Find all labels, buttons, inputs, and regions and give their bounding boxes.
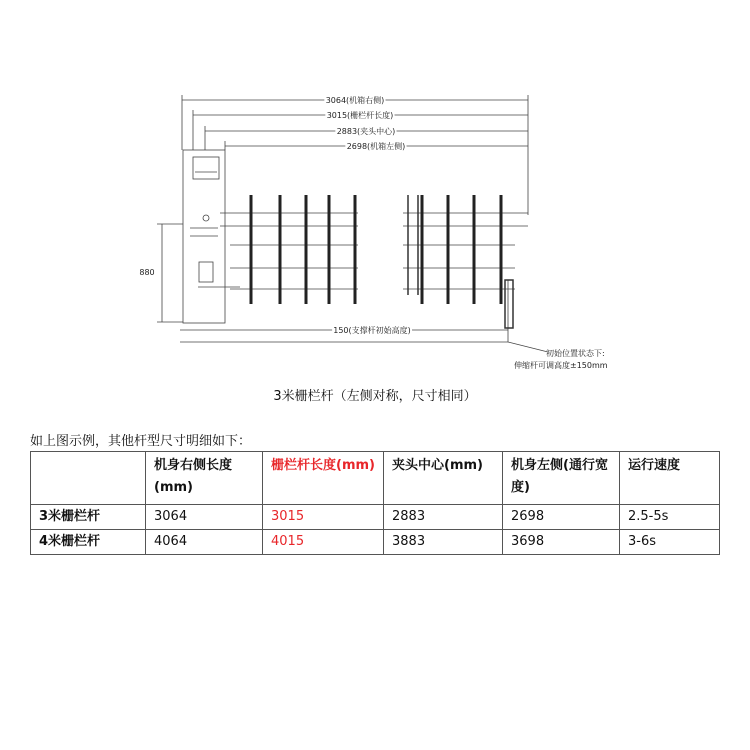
- note-line-2: 伸缩杆可调高度±150mm: [514, 361, 608, 370]
- dimension-label-clamp-center: 2883(夹头中心): [336, 127, 396, 136]
- table-cell: 2883: [384, 505, 503, 530]
- height-label: 880: [139, 268, 155, 277]
- table-cell: 4064: [146, 530, 263, 555]
- table-header-cell: 夹头中心(mm): [384, 452, 503, 505]
- table-row-header: 4米栅栏杆: [31, 530, 146, 555]
- table-header-cell: 机身左侧(通行宽度): [503, 452, 620, 505]
- table-cell: 2698: [503, 505, 620, 530]
- dimension-label-rail-length: 3015(栅栏杆长度): [326, 111, 394, 120]
- table-row-header: 3米栅栏杆: [31, 505, 146, 530]
- table-header-cell: 机身右侧长度(mm): [146, 452, 263, 505]
- table-cell: 3-6s: [620, 530, 720, 555]
- support-label: 150(支撑杆初始高度): [333, 326, 411, 335]
- intro-text: 如上图示例，其他杆型尺寸明细如下：: [30, 434, 252, 449]
- table-cell-highlight: 3015: [263, 505, 384, 530]
- table-cell: 2.5-5s: [620, 505, 720, 530]
- table-row: [31, 530, 720, 555]
- table-row: [31, 505, 720, 530]
- figure-caption: 3米栅栏杆（左侧对称，尺寸相同）: [273, 389, 477, 404]
- table-cell: 3064: [146, 505, 263, 530]
- spec-table: [30, 451, 720, 555]
- table-header-row: [31, 452, 720, 505]
- table-cell: 3883: [384, 530, 503, 555]
- table-header-cell-highlight: 栅栏杆长度(mm): [263, 452, 384, 505]
- dimension-label-right-body: 3064(机箱右侧): [325, 96, 385, 105]
- table-cell: 3698: [503, 530, 620, 555]
- dimension-label-left-body: 2698(机箱左侧): [346, 142, 406, 151]
- table-cell-highlight: 4015: [263, 530, 384, 555]
- table-header-cell: 运行速度: [620, 452, 720, 505]
- note-line-1: 初始位置状态下:: [546, 349, 605, 358]
- table-header-cell: [31, 452, 146, 505]
